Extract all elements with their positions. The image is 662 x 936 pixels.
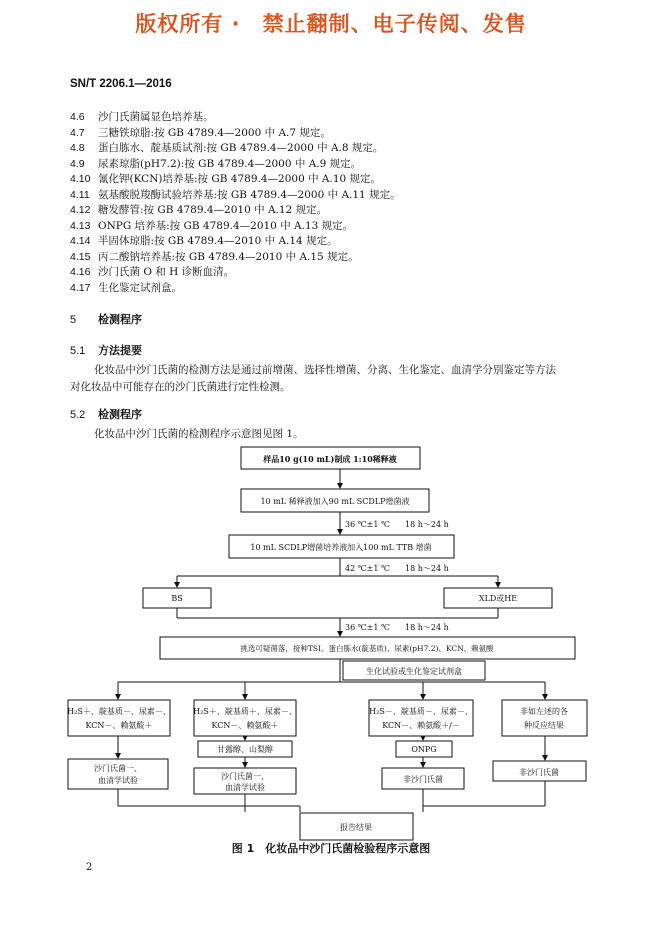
item-text: ONPG 培养基:按 GB 4789.4—2010 中 A.13 规定。 <box>98 219 354 232</box>
item-text: 沙门氏菌属显色培养基。 <box>98 111 214 123</box>
item-number: 4.8 <box>70 142 85 154</box>
result-1-line1: H₂S＋、靛基质－、尿素－、 <box>67 707 171 716</box>
result-4-line2: 种反应结果 <box>524 721 564 730</box>
section-number: 5.2 <box>70 409 86 421</box>
paragraph-line: 对化妆品中可能存在的沙门氏菌进行定性检测。 <box>70 381 291 393</box>
result-2-box <box>194 700 296 736</box>
pick-colonies-label: 挑选可疑菌落，接种TSI、蛋白胨水(靛基质)、尿素(pH7.2)、KCN、赖氨酸 <box>240 644 494 653</box>
item-number: 4.13 <box>70 219 91 232</box>
item-text: 沙门氏菌 O 和 H 诊断血清。 <box>98 266 235 278</box>
item-text: 半固体琼脂:按 GB 4789.4—2010 中 A.14 规定。 <box>98 235 338 247</box>
non-salmonella-3-label: 非沙门氏菌 <box>403 775 443 784</box>
result-1-line2: KCN－、赖氨酸＋ <box>85 721 153 730</box>
item-text: 氰化钾(KCN)培养基:按 GB 4789.4—2000 中 A.10 规定。 <box>98 173 382 185</box>
onpg-label: ONPG <box>411 745 437 754</box>
result-3-box <box>369 700 473 736</box>
item-text: 三糖铁琼脂:按 GB 4789.4—2000 中 A.7 规定。 <box>98 126 331 139</box>
item-number: 4.7 <box>70 126 85 139</box>
cond3-temp: 36 ℃±1 ℃ <box>345 623 390 632</box>
cond1-time: 18 h～24 h <box>405 520 449 529</box>
biochem-test-label: 生化试验或生化鉴定试剂盒 <box>366 667 462 676</box>
cond3-time: 18 h～24 h <box>405 623 449 632</box>
result-2-line2: KCN－、赖氨酸＋ <box>211 721 279 730</box>
xld-he-label: XLD或HE <box>478 594 518 603</box>
result-4-line1: 非如左述的各 <box>520 707 568 716</box>
figure-caption: 图 1 化妆品中沙门氏菌检验程序示意图 <box>231 842 431 855</box>
item-text: 生化鉴定试剂盒。 <box>98 281 182 294</box>
non-salmonella-4-label: 非沙门氏菌 <box>519 768 559 777</box>
result-4-box <box>502 700 587 736</box>
scdlp-label: 10 mL 稀释液加入90 mL SCDLP增菌液 <box>260 497 410 506</box>
mannitol-sorbitol-label: 甘露醇、山梨醇 <box>217 745 273 754</box>
salmonella-1-line1: 沙门氏菌一、 <box>94 764 142 773</box>
report-result-label: 报告结果 <box>340 823 372 832</box>
item-number: 4.14 <box>70 235 91 247</box>
section-title: 检测程序 <box>98 408 142 421</box>
bs-label: BS <box>171 594 183 603</box>
item-number: 4.10 <box>70 173 91 185</box>
result-3-line1: H₂S－、靛基质－、尿素－、 <box>369 707 473 716</box>
item-number: 4.12 <box>70 204 91 216</box>
item-number: 4.11 <box>70 188 90 201</box>
item-number: 4.9 <box>70 157 85 170</box>
section-number: 5 <box>70 314 77 326</box>
page-number: 2 <box>86 862 93 873</box>
result-1-box <box>68 700 170 736</box>
watermark-text: 版权所有 · 禁止翻制、电子传阅、发售 <box>135 12 527 36</box>
section-title: 检测程序 <box>98 313 142 326</box>
item-number: 4.15 <box>70 250 91 263</box>
cond2-temp: 42 ℃±1 ℃ <box>345 564 390 573</box>
cond1-temp: 36 ℃±1 ℃ <box>345 520 390 529</box>
salmonella-2-line1: 沙门氏菌一、 <box>221 772 269 781</box>
item-number: 4.17 <box>70 281 91 294</box>
item-number: 4.6 <box>70 111 85 123</box>
salmonella-2-line2: 血清学试验 <box>225 783 265 792</box>
item-text: 蛋白胨水、靛基质试剂:按 GB 4789.4—2000 中 A.8 规定。 <box>98 142 384 154</box>
result-2-line1: H₂S＋、靛基质＋、尿素－、 <box>193 707 297 716</box>
result-3-line2: KCN－、赖氨酸＋/－ <box>382 721 460 730</box>
cond2-time: 18 h～24 h <box>405 564 449 573</box>
standard-number: SN/T 2206.1—2016 <box>70 78 172 90</box>
section-number: 5.1 <box>70 345 86 357</box>
ttb-label: 10 mL SCDLP增菌培养液加入100 mL TTB 增菌 <box>250 543 432 552</box>
paragraph-line: 化妆品中沙门氏菌的检测方法是通过前增菌、选择性增菌、分离、生化鉴定、血清学分别鉴定等方法 <box>94 364 556 376</box>
item-text: 糖发酵管:按 GB 4789.4—2010 中 A.12 规定。 <box>98 204 328 216</box>
item-text: 尿素琼脂(pH7.2):按 GB 4789.4—2000 中 A.9 规定。 <box>98 157 362 170</box>
item-number: 4.16 <box>70 266 91 278</box>
section-title: 方法提要 <box>98 344 142 357</box>
item-text: 氨基酸脱羧酶试验培养基:按 GB 4789.4—2000 中 A.11 规定。 <box>98 188 401 201</box>
salmonella-1-line2: 血清学试验 <box>98 776 138 785</box>
sample-dilution-label: 样品10 g(10 mL)制成 1:10稀释液 <box>263 454 397 464</box>
paragraph-line: 化妆品中沙门氏菌的检测程序示意图见图 1。 <box>94 428 304 440</box>
item-text: 丙二酸钠培养基:按 GB 4789.4—2010 中 A.15 规定。 <box>98 250 359 263</box>
